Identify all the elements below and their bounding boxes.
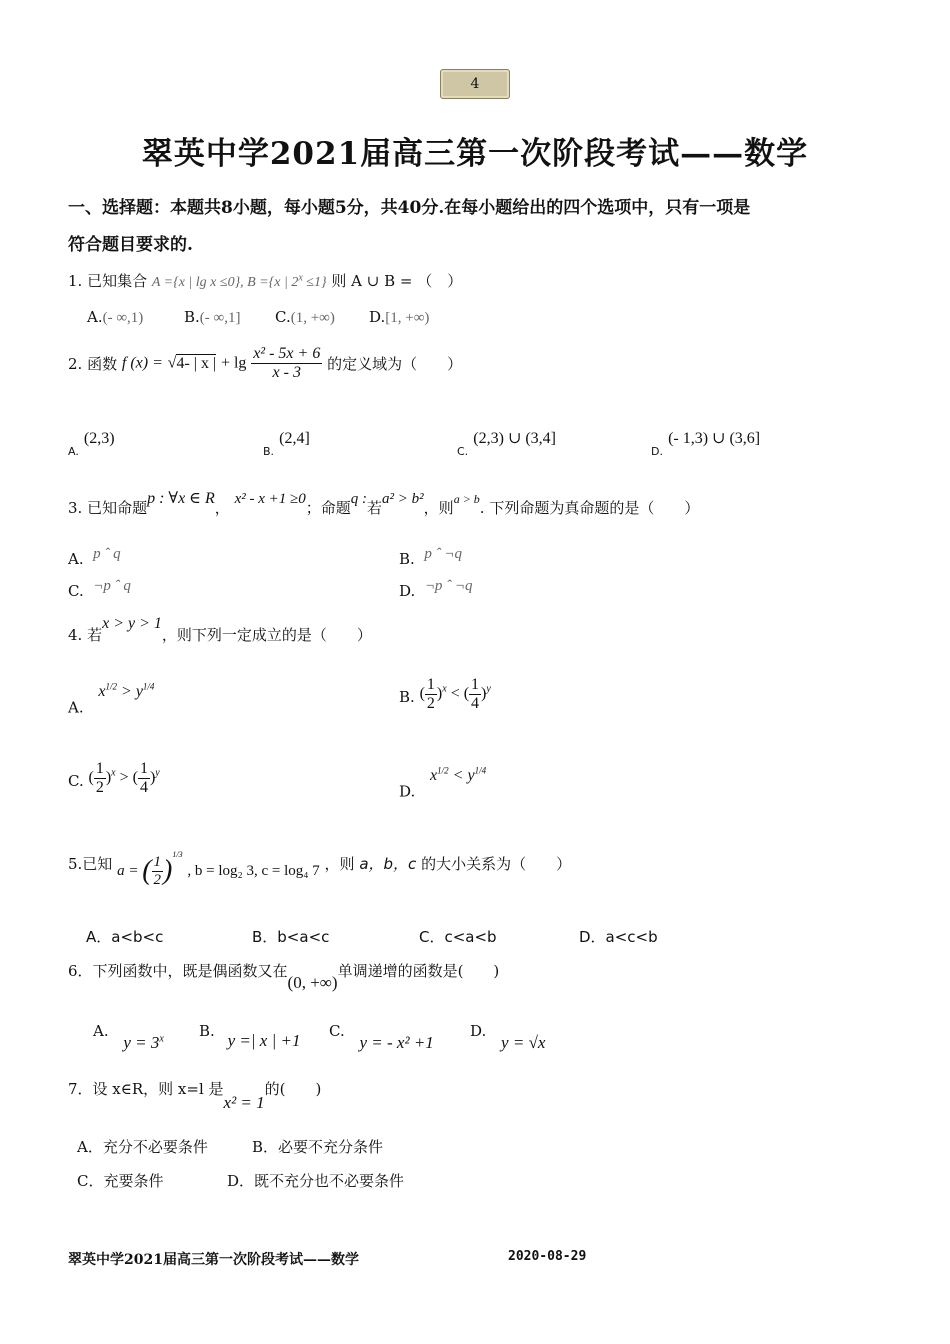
q4-option-a: A. $x^{1/2} > y^{1/4}$ — [68, 682, 155, 717]
page-title: 翠英中学2021届高三第一次阶段考试——数学 — [141, 136, 809, 172]
question-3: 3. 已知命题p : ∀x ∈ R， x² - x +1 ≥0；命题q :若a² > b²，则a > b. 下列命题为真命题的是（ ） — [68, 490, 700, 517]
question-4: 4. 若x > y > 1，则下列一定成立的是（ ） — [68, 615, 372, 644]
q3-option-c: C. ¬p ˆ q — [68, 578, 131, 600]
q1-option-a: A.(- ∞,1) — [87, 308, 144, 326]
q7-option-c: C．充要条件 — [77, 1172, 164, 1190]
q1-option-c: C.(1, +∞) — [275, 308, 335, 326]
q3-option-d: D. ¬p ˆ ¬q — [399, 578, 473, 600]
q1-set-expr: A ={x | lg x ≤0}, B ={x | 2 — [151, 275, 299, 290]
q2-lhs: f (x) = — [121, 354, 163, 372]
q2-option-b: $_{B.}$ (2,4] — [263, 430, 310, 458]
question-1 — [68, 270, 462, 291]
question-2: 2. 函数 f (x) = √4- | x | + lg $\frac{\text{x² - 5x + 6}}{x - 3}$ 的定义域为（ ） — [68, 345, 463, 381]
question-7: 7．设 x∈R，则 x=l 是x² = 1的( ) — [68, 1080, 322, 1112]
q7-option-d: D．既不充分也不必要条件 — [227, 1172, 405, 1190]
q2-option-a: $_{A.}$ (2,3) — [68, 430, 115, 458]
q6-option-a: A. $y = 3^x$ — [93, 1022, 164, 1052]
q3-option-a: A. p ˆ q — [68, 546, 121, 568]
footer-date: 2020-08-29 — [508, 1249, 587, 1264]
question-5: 5.已知 a = ( $\frac{1}{2}$ )$^{1/3}$ , b = log₂ 3, c = log₄ 7 ，则 a，b，c 的大小关系为（ ） — [68, 850, 572, 889]
q2-fraction: $\frac{\text{x² - 5x + 6}}{x - 3}$ — [253, 345, 321, 381]
q3-option-b: B. p ˆ ¬q — [399, 546, 462, 568]
q1-option-b: B.(- ∞,1] — [184, 308, 241, 326]
q1-exponent: x — [298, 272, 303, 284]
q6-option-d: D. y = √x — [470, 1022, 546, 1052]
q6-option-c: C. y = - x² +1 — [329, 1022, 434, 1052]
page-number-badge: 4 — [440, 69, 510, 99]
q4-option-d: D. $x^{1/2} < y^{1/4}$ — [399, 766, 487, 801]
q2-option-c: $_{C.}$ (2,3) ∪ (3,4] — [457, 430, 556, 458]
q2-sqrt-arg: 4- | x | — [176, 354, 217, 372]
q5-option-a: A．a<b<c — [86, 928, 164, 946]
q1-prefix: 1. 已知集合 — [68, 272, 148, 290]
q4-option-b: B. ( $\frac{1}{2}$ )$^x$ < ( $\frac{1}{4}$ )$^y$ — [399, 676, 491, 712]
q5-expr: , b = log₂ 3, c = log₄ 7 — [187, 863, 320, 879]
q2-option-d: $_{D.}$ (- 1,3) ∪ (3,6] — [651, 430, 761, 458]
q7-option-a: A．充分不必要条件 — [77, 1138, 208, 1156]
q4-option-c: C. ( $\frac{1}{2}$ )$^x$ > ( $\frac{1}{4}$ )$^y$ — [68, 760, 160, 796]
q5-option-d: D．a<c<b — [579, 928, 658, 946]
q1-set-expr-end: ≤1} — [302, 275, 327, 290]
section-heading-line2: 符合题目要求的. — [68, 235, 193, 255]
question-6: 6．下列函数中，既是偶函数又在(0, +∞)单调递增的函数是( ) — [68, 962, 500, 992]
q1-option-d: D.[1, +∞) — [369, 308, 430, 326]
q5-option-b: B．b<a<c — [252, 928, 330, 946]
q5-option-c: C．c<a<b — [419, 928, 497, 946]
q7-option-b: B．必要不充分条件 — [252, 1138, 384, 1156]
section-heading-line1: 一、选择题：本题共8小题，每小题5分，共40分.在每小题给出的四个选项中，只有一项是 — [68, 198, 751, 218]
q1-suffix: 则 A ∪ B = （ ） — [331, 272, 463, 290]
q6-option-b: B. y =| x | +1 — [199, 1022, 301, 1050]
footer-title: 翠英中学2021届高三第一次阶段考试——数学 — [68, 1252, 359, 1268]
